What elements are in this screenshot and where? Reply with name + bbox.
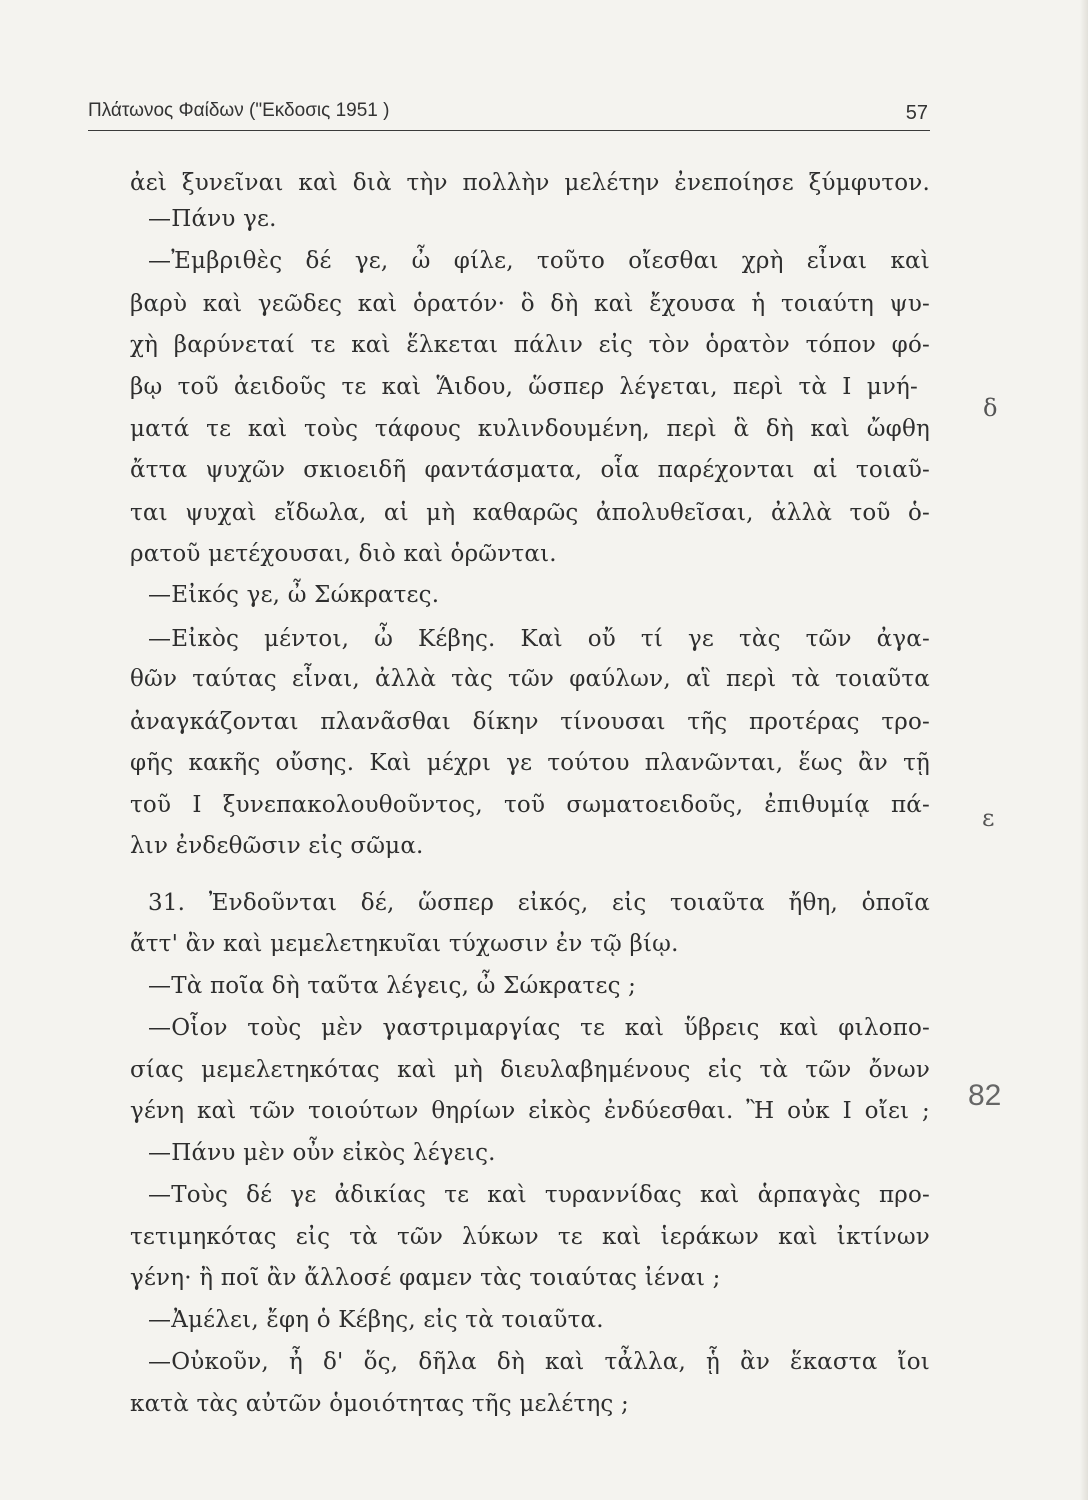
text-line: ρατοῦ μετέχουσαι, διὸ καὶ ὁρῶνται. [130, 541, 557, 567]
text-line: σίας μεμελετηκότας καὶ μὴ διευλαβημένους εἰς τὰ τῶν ὄνων [130, 1057, 930, 1083]
running-head: Πλάτωνος Φαίδων ("Εκδοσις 1951 ) [88, 100, 390, 121]
text-line: —Ἐμβριθὲς δέ γε, ὦ φίλε, τοῦτο οἴεσθαι χρὴ εἶναι καὶ [148, 248, 930, 274]
text-line: λιν ἐνδεθῶσιν εἰς σῶμα. [130, 833, 424, 859]
margin-note-stephanus-82: 82 [968, 1079, 1002, 1112]
text-line: ται ψυχαὶ εἴδωλα, αἱ μὴ καθαρῶς ἀπολυθεῖσαι, ἀλλὰ τοῦ ὁ- [130, 500, 930, 526]
text-line: 31. Ἐνδοῦνται δέ, ὥσπερ εἰκός, εἰς τοιαῦτα ἤθη, ὁποῖα [148, 890, 930, 916]
text-line: θῶν ταύτας εἶναι, ἀλλὰ τὰς τῶν φαύλων, αἳ περὶ τὰ τοιαῦτα [130, 666, 930, 692]
text-line: τοῦ Ι ξυνεπακολουθοῦντος, τοῦ σωματοειδοῦς, ἐπιθυμίᾳ πά- [130, 792, 930, 818]
text-line: βαρὺ καὶ γεῶδες καὶ ὁρατόν· ὃ δὴ καὶ ἔχουσα ἡ τοιαύτη ψυ- [130, 291, 930, 317]
text-line: ἀεὶ ξυνεῖναι καὶ διὰ τὴν πολλὴν μελέτην ἐνεποίησε ξύμφυτον. [130, 170, 930, 196]
text-line: χὴ βαρύνεταί τε καὶ ἕλκεται πάλιν εἰς τὸν ὁρατὸν τόπον φό- [130, 332, 930, 358]
margin-note-d: δ [983, 394, 998, 422]
text-line: ἀναγκάζονται πλανᾶσθαι δίκην τίνουσαι τῆς προτέρας τρο- [130, 709, 930, 735]
text-line: —Εἰκὸς μέντοι, ὦ Κέβης. Καὶ οὔ τί γε τὰς τῶν ἀγα- [148, 626, 930, 652]
text-line: —Ἀμέλει, ἔφη ὁ Κέβης, εἰς τὰ τοιαῦτα. [148, 1307, 604, 1333]
text-line: τετιμηκότας εἰς τὰ τῶν λύκων τε καὶ ἱεράκων καὶ ἰκτίνων [130, 1224, 930, 1250]
text-line: ἄττα ψυχῶν σκιοειδῆ φαντάσματα, οἷα παρέχονται αἱ τοιαῦ- [130, 457, 930, 483]
text-line: βῳ τοῦ ἀειδοῦς τε καὶ Ἅιδου, ὥσπερ λέγεται, περὶ τὰ Ι μνή- [130, 374, 918, 400]
text-line: —Οἷον τοὺς μὲν γαστριμαργίας τε καὶ ὕβρεις καὶ φιλοπο- [148, 1015, 930, 1041]
page-number: 57 [905, 102, 928, 124]
text-line: γένη καὶ τῶν τοιούτων θηρίων εἰκὸς ἐνδύεσθαι. Ἢ οὐκ Ι οἴει ; [130, 1098, 930, 1124]
text-line: —Οὐκοῦν, ἦ δ' ὅς, δῆλα δὴ καὶ τἆλλα, ᾗ ἂν ἕκαστα ἴοι [148, 1349, 930, 1375]
text-line: —Πάνυ γε. [148, 206, 277, 232]
text-line: —Εἰκός γε, ὦ Σώκρατες. [148, 582, 440, 608]
page-header [88, 96, 930, 131]
text-line: —Τοὺς δέ γε ἀδικίας τε καὶ τυραννίδας καὶ ἁρπαγὰς προ- [148, 1182, 930, 1208]
text-line: —Τὰ ποῖα δὴ ταῦτα λέγεις, ὦ Σώκρατες ; [148, 973, 637, 999]
text-line: ματά τε καὶ τοὺς τάφους κυλινδουμένη, περὶ ἃ δὴ καὶ ὤφθη [130, 416, 930, 442]
text-line: φῆς κακῆς οὔσης. Καὶ μέχρι γε τούτου πλανῶνται, ἕως ἂν τῇ [130, 750, 930, 776]
text-line: γένη· ἢ ποῖ ἂν ἄλλοσέ φαμεν τὰς τοιαύτας ἰέναι ; [130, 1265, 721, 1291]
page-edge-shadow [1080, 0, 1088, 1500]
margin-note-e: ε [982, 804, 995, 832]
text-line: ἄττ' ἂν καὶ μεμελετηκυῖαι τύχωσιν ἐν τῷ βίῳ. [130, 931, 679, 957]
text-line: κατὰ τὰς αὐτῶν ὁμοιότητας τῆς μελέτης ; [130, 1391, 629, 1417]
text-line: —Πάνυ μὲν οὖν εἰκὸς λέγεις. [148, 1140, 496, 1166]
